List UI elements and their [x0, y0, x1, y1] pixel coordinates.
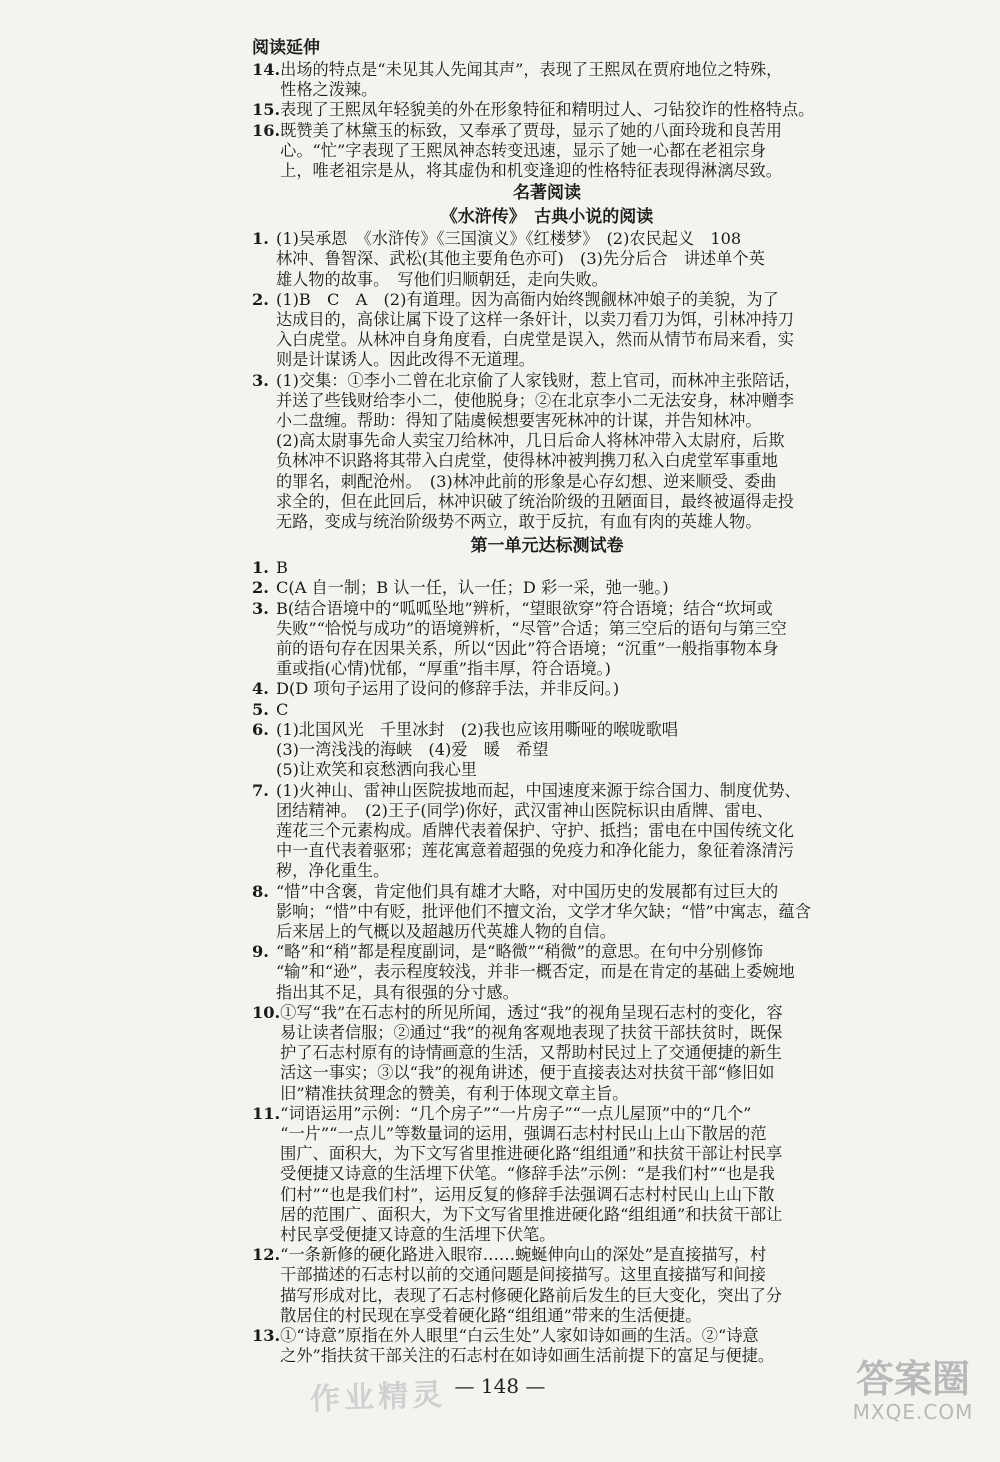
answer-line: B(结合语境中的“呱呱坠地”辨析，“望眼欲穿”符合语境；结合“坎坷或: [276, 598, 773, 618]
answer-line: (1)火神山、雷神山医院拔地而起，中国速度来源于综合国力、制度优势、: [276, 780, 801, 800]
answer-item: [252, 781, 842, 882]
answer-line: “惜”中含褒，肯定他们具有雄才大略，对中国历史的发展都有过巨大的: [276, 881, 779, 901]
answer-line: “一条新修的硬化路进入眼帘……蜿蜒伸向山的深处”是直接描写，村: [280, 1245, 767, 1265]
watermark-left: 作业精灵: [309, 1377, 447, 1418]
unit-test-list: [252, 558, 842, 1366]
answer-number: 3.: [252, 598, 269, 618]
answer-number: 4.: [252, 679, 269, 699]
answer-line: ①写“我”在石志村的所见所闻，透过“我”的视角呈现石志村的变化，容: [280, 1002, 783, 1022]
answer-line: 们村”“也是我们村”，运用反复的修辞手法强调石志村村民山上山下散: [280, 1184, 775, 1204]
answer-number: 7.: [252, 780, 269, 800]
unit-test-heading: 第一单元达标测试卷: [470, 536, 624, 557]
answer-item: [252, 121, 842, 182]
answer-line: 活这一事实；③以“我”的视角讲述，便于直接表达对扶贫干部“修旧如: [280, 1063, 775, 1083]
answer-line: D(D 项句子运用了设问的修辞手法，并非反问。): [276, 679, 620, 699]
answer-number: 10.: [252, 1002, 281, 1022]
answer-item: [252, 1104, 842, 1245]
answer-line: 负林冲不识路将其带入白虎堂，使得林冲被判携刀私入白虎堂军事重地: [276, 451, 778, 471]
answer-item: [252, 942, 842, 1003]
answer-text: [280, 100, 842, 120]
answer-line: 莲花三个元素构成。盾牌代表着保护、守护、抵挡；雷电在中国传统文化: [276, 820, 794, 840]
answer-text: [280, 121, 842, 182]
answer-item: [252, 1003, 842, 1104]
answer-line: 的罪名，刺配沧州。 (3)林冲此前的形象是心存幻想、逆来顺受、委曲: [276, 471, 777, 491]
answer-number: 16.: [252, 120, 281, 140]
answer-line: 影响；“惜”中有贬，批评他们不擅文治，文学才华欠缺；“惜”中寓志，蕴含: [276, 901, 811, 921]
answer-line: 描写形成对比，表现了石志村修硬化路前后发生的巨大变化，突出了分: [280, 1285, 782, 1305]
reading-extension-list: [252, 60, 842, 181]
watermark-right-url: MXQE.COM: [852, 1400, 974, 1424]
answer-line: 居的范围广、面积大，为下文写省里推进硬化路“组组通”和扶贫干部让: [280, 1204, 783, 1224]
answer-line: 散居住的村民现在享受着硬化路“组组通”带来的生活便捷。: [280, 1305, 702, 1325]
answer-line: 围广、面积大，为下文写省里推进硬化路“组组通”和扶贫干部让村民享: [280, 1144, 783, 1164]
answer-line: 重或指(心情)忧郁，“厚重”指丰厚，符合语境。): [276, 659, 611, 679]
answer-item: [252, 229, 842, 290]
answer-line: 林冲、鲁智深、武松(其他主要角色亦可) (3)先分后合 讲述单个英: [276, 249, 765, 269]
answer-item: [252, 578, 842, 598]
answer-line: 团结精神。 (2)王子(同学)你好，武汉雷神山医院标识由盾牌、雷电、: [276, 800, 773, 820]
answer-line: 之外”指扶贫干部关注的石志村在如诗如画生活前提下的富足与便捷。: [280, 1346, 775, 1366]
answer-text: [276, 558, 842, 578]
answer-line: 上，唯老祖宗是从，将其虚伪和机变逢迎的性格特征表现得淋漓尽致。: [280, 161, 782, 181]
answer-item: [252, 371, 842, 432]
answer-number: 15.: [252, 100, 281, 120]
answer-text: [276, 942, 842, 1003]
answer-line: 心。“忙”字表现了王熙凤神态转变迅速，显示了她一心都在老祖宗身: [280, 140, 767, 160]
answer-text: [276, 700, 842, 720]
answer-line: ①“诗意”原指在外人眼里“白云生处”人家如诗如画的生活。②“诗意: [280, 1325, 759, 1345]
answer-item: [252, 290, 842, 371]
classics-item3-continuation: [252, 431, 842, 532]
answer-line: 达成目的，高俅让属下设了这样一条奸计，以卖刀看刀为饵，引林冲持刀: [276, 310, 794, 330]
answer-text: [280, 1245, 842, 1326]
answer-item: [252, 720, 842, 781]
answer-number: 6.: [252, 719, 269, 739]
answer-text: [276, 290, 842, 371]
answer-text: [276, 720, 842, 781]
answer-line: 村民享受便捷又诗意的生活埋下伏笔。: [280, 1224, 556, 1244]
answer-item: [252, 60, 842, 100]
answer-number: 11.: [252, 1103, 281, 1123]
answer-line: 小二盘缠。帮助：得知了陆虞候想要害死林冲的计谋，并告知林冲。: [276, 411, 762, 431]
answer-line: 失败”“恰悦与成功”的语境辨析，“尽管”合适；第三空后的语句与第三空: [276, 618, 787, 638]
answer-number: 9.: [252, 942, 269, 962]
answer-number: 14.: [252, 60, 281, 79]
answer-number: 13.: [252, 1325, 281, 1345]
answer-line: (5)让欢笑和哀愁洒向我心里: [276, 760, 477, 780]
answer-number: 5.: [252, 699, 269, 719]
answer-number: 2.: [252, 578, 269, 598]
classics-heading: 名著阅读: [513, 183, 581, 204]
answer-line: (1)北国风光 千里冰封 (2)我也应该用嘶哑的喉咙歌唱: [276, 719, 678, 739]
answer-text: [276, 229, 842, 290]
answer-line: 干部描述的石志村以前的交通问题是间接描写。这里直接描写和间接: [280, 1265, 766, 1285]
answer-line: (3)一湾浅浅的海峡 (4)爱 暖 希望: [276, 740, 549, 760]
answer-item: [252, 882, 842, 943]
answer-line: “词语运用”示例：“几个房子”“一片房子”“一点儿屋顶”中的“几个”: [280, 1103, 752, 1123]
answer-number: 1.: [252, 229, 269, 249]
answer-line: B: [276, 558, 288, 578]
answer-text: [276, 599, 842, 680]
page-number: — 148 —: [454, 1374, 546, 1398]
answer-line: 并送了些钱财给李小二，使他脱身；②在北京李小二无法安身，林冲赠李: [276, 390, 794, 410]
answer-item: [252, 1245, 842, 1326]
answer-text: [280, 60, 842, 100]
classics-subheading: 《水浒传》 古典小说的阅读: [440, 207, 654, 228]
answer-line: 既赞美了林黛玉的标致，又奉承了贾母，显示了她的八面玲珑和良苦用: [280, 120, 782, 140]
answer-line: 无路，变成与统治阶级势不两立，敢于反抗，有血有肉的英雄人物。: [276, 512, 762, 532]
answer-line: 受便捷又诗意的生活埋下伏笔。“修辞手法”示例：“是我们村”“也是我: [280, 1164, 775, 1184]
answer-line: (1)吴承恩 《水浒传》《三国演义》《红楼梦》 (2)农民起义 108: [276, 229, 742, 249]
classics-list: [252, 229, 842, 431]
answer-item: [252, 679, 842, 699]
answer-line: 出场的特点是“未见其人先闻其声”，表现了王熙凤在贾府地位之特殊，: [280, 60, 783, 79]
answer-line: 护了石志村原有的诗情画意的生活，又帮助村民过上了交通便捷的新生: [280, 1043, 782, 1063]
answer-line: 性格之泼辣。: [280, 80, 378, 100]
answer-number: 3.: [252, 370, 269, 390]
answer-line: 后来居上的气概以及超越历代英雄人物的自信。: [276, 921, 616, 941]
answer-line: 秽，净化重生。: [276, 861, 390, 881]
answer-text: [280, 1104, 842, 1245]
watermark-right: [828, 1358, 998, 1424]
answer-text: [276, 578, 842, 598]
answer-number: 12.: [252, 1245, 281, 1265]
answer-text: [280, 1003, 842, 1104]
answer-line: (2)高太尉事先命人卖宝刀给林冲，几日后命人将林冲带入太尉府，后欺: [276, 431, 785, 451]
answer-text: [280, 1326, 842, 1366]
answer-line: 则是计谋诱人。因此改得不无道理。: [276, 350, 535, 370]
answer-line: 旧”精准扶贫理念的赞美，有利于体现文章主旨。: [280, 1083, 629, 1103]
answer-line: (1)B C A (2)有道理。因为高衙内始终觊觎林冲娘子的美貌，为了: [276, 289, 779, 309]
answer-text: [276, 371, 842, 432]
answer-number: 2.: [252, 289, 269, 309]
answer-line: “一片”“一点儿”等数量词的运用，强调石志村村民山上山下散居的范: [280, 1123, 767, 1143]
answer-text: [276, 679, 842, 699]
answer-line: C: [276, 699, 289, 719]
answer-text: [276, 781, 842, 882]
answer-line: 前的语句存在因果关系，所以“因此”符合语境；“沉重”一般指事物本身: [276, 639, 779, 659]
answer-item: [252, 100, 842, 120]
answer-text: [276, 882, 842, 943]
answer-line: 雄人物的故事。 写他们归顺朝廷，走向失败。: [276, 269, 608, 289]
answer-line: “略”和“稍”都是程度副词，是“略微”“稍微”的意思。在句中分别修饰: [276, 942, 764, 962]
answer-line: (1)交集：①李小二曾在北京偷了人家钱财，惹上官司，而林冲主张陪话，: [276, 370, 801, 390]
answer-line: 中一直代表着驱邪；莲花寓意着超强的免疫力和净化能力，象征着涤清污: [276, 841, 794, 861]
answer-line: 求全的，但在此回后，林冲识破了统治阶级的丑陋面目，最终被逼得走投: [276, 491, 794, 511]
answer-line: 易让读者信服；②通过“我”的视角客观地表现了扶贫干部扶贫时，既保: [280, 1022, 783, 1042]
answer-item: [252, 1326, 842, 1366]
answer-item: [252, 700, 842, 720]
answer-page: [252, 36, 842, 1366]
answer-item: [252, 558, 842, 578]
answer-line: 指出其不足，具有很强的分寸感。: [276, 982, 519, 1002]
answer-item: [252, 599, 842, 680]
answer-line: C(A 自一制；B 认一任，认一任；D 彩一采，弛一驰。): [276, 578, 669, 598]
answer-line: 表现了王熙凤年轻貌美的外在形象特征和精明过人、刁钻狡诈的性格特点。: [280, 100, 815, 120]
watermark-right-title: 答案圈: [855, 1357, 970, 1401]
answer-line: 入白虎堂。从林冲自身角度看，白虎堂是误入，然而从情节布局来看，实: [276, 330, 794, 350]
reading-extension-heading: 阅读延伸: [252, 38, 320, 58]
answer-number: 1.: [252, 558, 269, 578]
answer-line: “输”和“逊”，表示程度较浅，并非一概否定，而是在肯定的基础上委婉地: [276, 962, 795, 982]
answer-number: 8.: [252, 881, 269, 901]
